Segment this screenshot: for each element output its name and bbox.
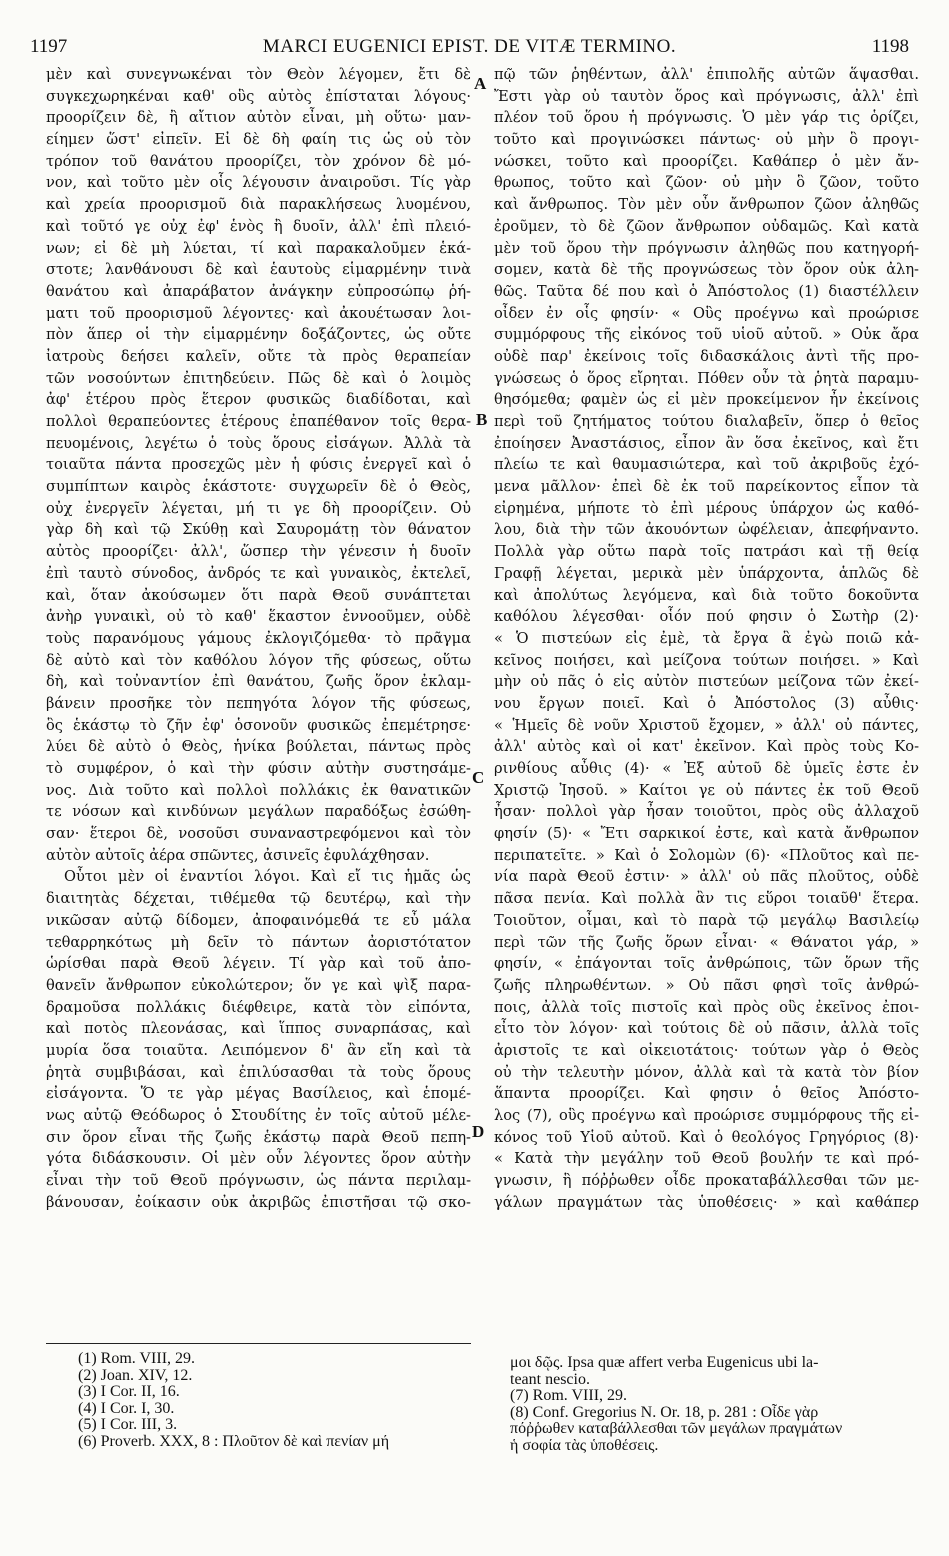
- text-line: διαιτητὰς δέχεται, τιθέμεθα τῷ δευτέρῳ, καὶ τὴν: [46, 890, 471, 908]
- text-line: ἐποίησεν Ἀναστάσιος, εἶπον ἂν ὅσα ἐκεῖνος, καὶ ἔτι: [494, 434, 919, 452]
- text-line: « Κατὰ τὴν μεγάλην τοῦ Θεοῦ βουλήν τε καὶ πρό-: [494, 1150, 919, 1168]
- text-line: λου, διὰ τὴν τῶν ἀκουόντων ὠφέλειαν, ἀπεφήναντο.: [494, 521, 919, 539]
- footnote-line: (3) I Cor. II, 16.: [78, 1383, 180, 1401]
- text-line: οὐχ ἐνεργεῖν λέγεται, μή τι γε δὴ προορίζειν. Οὐ: [46, 499, 471, 517]
- text-line: σιν ὅρον εἶναι τῆς ζωῆς ἑκάστῳ παρὰ Θεοῦ πεπη-: [46, 1128, 471, 1146]
- text-line: λύει δὲ αὐτὸ ὁ Θεὸς, ἡνίκα βούλεται, πάντως πρὸς: [46, 738, 471, 756]
- footnote-line: ἡ σοφία τὰς ὑποθέσεις.: [510, 1436, 659, 1454]
- text-line: τοιαῦτα πάντα προσεχῶς μὲν ἡ φύσις ἐνεργεῖ καὶ ὁ: [46, 456, 471, 474]
- text-line: φησίν, « ἐπάγονται τοῖς ἀνθρώποις, τῶν ὅρων τῆς: [494, 955, 919, 973]
- text-line: γότα διδάσκουσιν. Οἱ μὲν οὖν λέγοντες ὅρον αὐτὴν: [46, 1150, 471, 1168]
- footnote-line: teant nescio.: [510, 1370, 590, 1388]
- text-line: καὶ ποτὸς πλεονάσας, καὶ ἵππος συναρπάσας, καὶ: [46, 1020, 471, 1038]
- text-line: τε νόσων καὶ κινδύνων μεγάλων παραδόξως ἐσώθη-: [46, 803, 471, 821]
- text-line: ἐπὶ ταυτὸ σύνοδος, ἀνδρός τε καὶ γυναικὸς, ἐκτελεῖ,: [46, 564, 471, 582]
- text-column-left: [46, 64, 471, 1213]
- text-line: προορίζειν δὲ, ἢ αἴτιον αὐτὸν εἶναι, μὴ οὕτω· μαν-: [46, 109, 471, 127]
- text-line: οἶδεν ἐν οἷς φησίν· « Οὓς προέγνω καὶ προώρισε: [494, 304, 919, 322]
- text-line: ἅπαντα προορίζει. Καὶ φησιν ὁ θεῖος Ἀπόστο-: [494, 1085, 919, 1103]
- text-line: νία παρὰ Θεοῦ ἐστιν· » ἀλλ' οὐ πᾶς πλοῦτος, οὐδὲ: [494, 868, 919, 886]
- text-line: Χριστῷ Ἰησοῦ. » Καίτοι γε οὐ πάντες ἐκ τοῦ Θεοῦ: [494, 781, 919, 799]
- text-line: θησόμεθα; φαμὲν ὡς εἰ μὲν προκείμενον ἦν ἐκείνοις: [494, 391, 919, 409]
- text-line: θῶς. Ταῦτα δέ που καὶ ὁ Ἀπόστολος (1) διαστέλλειν: [494, 282, 919, 300]
- text-line: ἰατροὺς δεήσει καλεῖν, οὔτε τὰ πρὸς θεραπείαν: [46, 347, 471, 365]
- text-line: δὴ, καὶ τοὐναντίον ἐπὶ θανάτου, ζωῆς ὅρον ἐκλαμ-: [46, 673, 471, 691]
- text-line: ὃς ἑκάστῳ τὸ ζῆν ἐφ' ὁσονοῦν φυσικῶς ἐπεμέτρησε·: [46, 716, 471, 734]
- text-line: νικῶσαν αὐτῷ δίδομεν, ἀποφαινόμεθά τε εὖ μάλα: [46, 911, 471, 929]
- text-line: γὰρ δὴ καὶ τῷ Σκύθῃ καὶ Σαυρομάτῃ τὸν θάνατον: [46, 521, 471, 539]
- text-line: ἀλλ' αὐτὸς καὶ οἱ κατ' ἐκεῖνον. Καὶ πρὸς τοὺς Κο-: [494, 738, 919, 756]
- text-line: στοτε; λανθάνουσι δὲ καὶ ἑαυτοὺς εἱμαρμένην τινὰ: [46, 261, 471, 279]
- text-line: ἀριστοῖς τε καὶ οἰκειοτάτοις· τούτων γὰρ ὁ Θεὸς: [494, 1041, 919, 1059]
- text-line: συγκεχωρηκέναι καθ' οὓς αὐτὸς ἐπίσταται λόγους·: [46, 87, 471, 105]
- text-line: θανεῖν ἄνθρωπον εὐκολώτερον; ὅν γε καὶ ψὶξ παρα-: [46, 976, 471, 994]
- text-column-right: [494, 64, 919, 1213]
- text-line: φησίν (5)· « Ἔτι σαρκικοί ἐστε, καὶ κατὰ ἄνθρωπον: [494, 825, 919, 843]
- text-line: πολλοὶ θεραπεύοντες ἑτέρους ἐπαπέθανον τοῖς θερα-: [46, 413, 471, 430]
- text-line: τοῦτο καὶ προγινώσκει πάντως· οὐ μὴν ὃ προγι-: [494, 131, 919, 149]
- text-line: Πολλὰ γὰρ οὕτω παρὰ τοῖς πατράσι καὶ τῇ θείᾳ: [494, 543, 919, 561]
- text-line: δραμοῦσα πολλάκις διέφθειρε, κατὰ τὸν εἰπόντα,: [46, 998, 471, 1016]
- text-line: Ἔστι γὰρ οὐ ταυτὸν ὅρος καὶ πρόγνωσις, ἀλλ' ἐπὶ: [494, 87, 919, 105]
- text-line: ἀνὴρ γυναικὶ, οὐ τὸ καθ' ἕκαστον ἐννοοῦμεν, οὐδὲ: [46, 608, 471, 626]
- footnote-line: μοι δῷς. Ipsa quæ affert verba Eugenicus ubi la-: [510, 1354, 819, 1371]
- text-line: ποις, ἀλλὰ τοῖς πιστοῖς καὶ πρὸς οὓς ἐκεῖνος ἐποι-: [494, 998, 919, 1016]
- text-line: εἰρημένα, μήποτε τὸ ἐπὶ μέρους ὑπάρχον ὡς καθό-: [494, 499, 919, 517]
- text-line: οὐδὲ παρ' ἐκείνοις τοῖς διδασκάλοις ἀντὶ τῆς προ-: [494, 347, 919, 365]
- text-line: περιπατεῖτε. » Καὶ ὁ Σολομὼν (6)· «Πλοῦτος καὶ πε-: [494, 846, 919, 864]
- text-line: θανάτου καὶ ἀπαράβατον ἀνάγκην εὐπροσώπῳ ῥή-: [46, 282, 471, 300]
- text-line: καθόλου λέγεσθαι· οἷόν πού φησιν ὁ Σωτὴρ (2)·: [494, 608, 919, 626]
- section-marker-d: D: [472, 1122, 485, 1141]
- text-line: σαν· ἕτεροι δὲ, νοσοῦσι συναναστρεφόμενοι καὶ τὸν: [46, 825, 471, 843]
- text-line: ἀφ' ἑτέρου πρὸς ἕτερον φυσικῶς διαδίδοται, καὶ: [46, 391, 471, 409]
- text-line: γνώσεως ὁ ὅρος εἴρηται. Πόθεν οὖν τὰ ῥητὰ παραμυ-: [494, 369, 919, 387]
- text-line: Γραφῇ λέγεται, μερικὰ μὲν ὑπάρχοντα, ἁπλῶς δὲ: [494, 564, 919, 582]
- text-line: κεῖνος ποιήσει, καὶ μείζονα τούτων ποιήσει. » Καὶ: [494, 651, 919, 669]
- text-line: πῷ τῶν ῥηθέντων, ἀλλ' ἐπιπολῆς αὐτῶν ἅψασθαι.: [494, 66, 919, 83]
- section-marker-b: B: [476, 410, 488, 429]
- text-line: πὸν ἅπερ οἱ τὴν εἱμαρμένην δοξάζοντες, ὡς οὔτε: [46, 326, 471, 344]
- text-line: ρινθίους αὖθις (4)· « Ἐξ αὐτοῦ δὲ ὑμεῖς ἐστε ἐν: [494, 760, 919, 777]
- running-title: MARCI EUGENICI EPIST. DE VITÆ TERMINO.: [262, 36, 677, 57]
- text-line: αὐτὸς προορίζει· ἀλλ', ὥσπερ τὴν γένεσιν ἡ δυοῖν: [46, 543, 471, 561]
- text-line: μὲν καὶ συνεγνωκέναι τὸν Θεὸν λέγομεν, ἔτι δὲ: [46, 66, 471, 83]
- text-line: συμμόρφους τῆς εἰκόνος τοῦ υἱοῦ αὐτοῦ. » Οὐκ ἄρα: [494, 326, 919, 344]
- text-line: λος (7), οὓς προέγνω καὶ προώρισε συμμόρφους τῆς εἰ-: [494, 1107, 919, 1124]
- footnote-line: (6) Proverb. XXX, 8 : Πλοῦτον δὲ καὶ πενίαν μή: [78, 1432, 390, 1450]
- text-line: βάνειν προσῆκε τὸν πεπηγότα λόγον τῆς φύσεως,: [46, 694, 471, 712]
- text-line: αὐτὸν αὐτοῖς ἀέρα σπῶντες, ἀσινεῖς ἐφυλάχθησαν.: [46, 846, 430, 864]
- page-number-right: 1198: [871, 36, 909, 57]
- text-line: βάνουσαν, ἐοίκασιν οὐκ ἀκριβῶς ἐπιστῆσαι τῷ σκο-: [46, 1193, 471, 1211]
- text-line: οὐ τὴν τελευτὴν μόνον, ἀλλὰ καὶ τὰ κατὰ τὸν βίον: [494, 1063, 919, 1081]
- footnote-line: (1) Rom. VIII, 29.: [78, 1350, 196, 1367]
- text-line: νον, καὶ τοῦτο μὲν οἷς λέγουσιν ἀναιροῦσι. Τίς γὰρ: [46, 174, 471, 192]
- footnote-line: (5) I Cor. III, 3.: [78, 1416, 178, 1434]
- text-line: ὡρίσθαι παρὰ Θεοῦ λέγειν. Τί γὰρ καὶ τοῦ ἀπο-: [46, 955, 471, 973]
- text-line: μὲν τοῦ ὅρου τὴν πρόγνωσιν ἀληθῶς που κατηγορή-: [494, 239, 919, 257]
- text-line: καὶ ἀπολύτως λεγόμενα, καὶ διὰ τοῦτο δοκοῦντα: [494, 586, 919, 604]
- section-marker-a: A: [474, 74, 487, 93]
- footnote-rule-left: [46, 1343, 471, 1344]
- text-line: νώσκει, τοῦτο καὶ προορίζει. Καθάπερ ὁ μὲν ἄν-: [494, 152, 919, 170]
- text-line: μενα μᾶλλον· ἐπεὶ δὲ ἐκ τοῦ παρείκοντος εἶπον τὰ: [494, 478, 919, 496]
- text-line: νου ἔργων ποιεῖ. Καὶ ὁ Ἀπόστολος (3) αὖθις·: [494, 694, 919, 712]
- text-line: καὶ τοῦτό γε οὐχ ἐφ' ἑνὸς ἢ δυοῖν, ἀλλ' ἐπὶ πλειό-: [46, 217, 471, 235]
- text-line: νος. Διὰ τοῦτο καὶ πολλοὶ πολλάκις ἐκ θανατικῶν: [46, 781, 471, 799]
- text-line: δὲ αὐτὸ καὶ τὸν καθόλου λόγον τῆς φύσεως, οὕτω: [46, 651, 471, 669]
- text-line: Τοιοῦτον, οἶμαι, καὶ τὸ παρὰ τῷ μεγάλῳ Βασιλείῳ: [494, 911, 919, 929]
- text-line: τρόπον τοῦ θανάτου προορίζει, τὸν χρόνον δὲ μό-: [46, 152, 471, 170]
- text-line: Οὗτοι μὲν οἱ ἐναντίοι λόγοι. Καὶ εἴ τις ἡμᾶς ὡς: [64, 868, 471, 886]
- text-line: νων; εἰ δὲ μὴ λύεται, τί καὶ παρακαλοῦμεν ἑκά-: [46, 239, 471, 257]
- text-line: ἦσαν· πολλοὶ γὰρ ἦσαν τοιοῦτοι, πρὸς οὓς ἀλλαχοῦ: [494, 803, 919, 821]
- text-line: σομεν, κατὰ δὲ τῆς προγνώσεως τὸν ὅρον οὐκ ἀλη-: [494, 261, 919, 279]
- text-line: πλείω τε καὶ θαυμασιώτερα, καὶ τοῦ ἀκριβοῦς ἐχό-: [494, 456, 919, 474]
- text-line: περὶ τοῦ ζητήματος τούτου διαλαβεῖν, ὅπερ ὁ θεῖος: [494, 413, 919, 430]
- text-line: « Ἡμεῖς δὲ νοῦν Χριστοῦ ἔχομεν, » ἀλλ' οὐ πάντες,: [494, 716, 919, 734]
- footnote-line: (4) I Cor. I, 30.: [78, 1399, 175, 1417]
- footnote-line: (2) Joan. XIV, 12.: [78, 1366, 193, 1384]
- text-line: εἶναι τὴν τοῦ Θεοῦ πρόγνωσιν, ὡς πάντα περιλαμ-: [46, 1172, 471, 1190]
- text-line: θρωπος, τοῦτο καὶ ζῶον· οὐ μὴν ὃ ζῶον, τοῦτο: [494, 174, 919, 192]
- text-line: καὶ ἄνθρωπος. Τὸν μὲν οὖν ἄνθρωπον ζῶον ἀληθῶς: [494, 196, 919, 214]
- text-line: ῥητὰ συμβιβάσαι, καὶ ἐπιλύσασθαι τὰ τοὺς ὅρους: [46, 1063, 471, 1081]
- footnote-line: (7) Rom. VIII, 29.: [510, 1387, 628, 1405]
- text-line: καὶ, ὅταν ἀκούσωμεν ὅτι παρὰ Θεοῦ συνάπτεται: [46, 586, 471, 604]
- text-line: τεθαρρηκότως μὴ δεῖν τὸ πάντων ἀοριστότατον: [46, 933, 471, 951]
- text-line: πᾶσα πενία. Καὶ πολλὰ ἂν τις εὕροι τοιαῦθ' ἕτερα.: [494, 890, 919, 908]
- footnotes-right: [510, 1355, 910, 1455]
- text-line: ζωῆς πληρωθέντων. » Οὐ πᾶσι φησὶ τοῖς ἀνθρώ-: [494, 976, 919, 994]
- text-line: τοὺς παρανόμους γάμους ἐκλογιζόμεθα· τὸ πρᾶγμα: [46, 629, 471, 647]
- text-line: κόνος τοῦ Υἱοῦ αὐτοῦ. Καὶ ὁ θεολόγος Γρηγόριος (8)·: [494, 1128, 919, 1146]
- footnotes-left: [78, 1351, 478, 1451]
- text-line: τῶν νοσούντων ἐπιτηδεύειν. Πῶς δὲ καὶ ὁ λοιμὸς: [46, 369, 471, 387]
- text-line: πευομένοις, λεγέτω ὁ τοὺς ὅρους εἰσάγων. Ἀλλὰ τὰ: [46, 434, 471, 452]
- footnote-line: πόῤῥωθεν καταβάλλεσθαι τῶν μεγάλων πραγμάτων: [510, 1420, 843, 1438]
- text-line: νως αὐτῷ Θεόδωρος ὁ Στουδίτης ἐν τοῖς αὐτοῦ μέλε-: [46, 1107, 471, 1124]
- running-header: [30, 36, 909, 62]
- text-line: είημεν ὥστ' εἰπεῖν. Εἰ δὲ δὴ φαίη τις ὡς οὐ τὸν: [46, 131, 471, 149]
- text-line: ἐροῦμεν, τὸ δὲ ζῶον ἄνθρωπον οὐδαμῶς. Καὶ κατὰ: [494, 217, 919, 235]
- text-line: γνωσιν, ἣ πόῤῥωθεν οἶδε προκαταβάλλεσθαι τῶν με-: [494, 1172, 919, 1190]
- text-line: γάλων πραγμάτων τὰς ὑποθέσεις· » καὶ καθάπερ: [494, 1193, 919, 1211]
- text-line: εἶτο τὸν λόγον· καὶ τούτοις δὲ οὐ πᾶσιν, ἀλλὰ τοῖς: [494, 1020, 919, 1038]
- text-line: ματι τοῦ προορισμοῦ λέγοντες· καὶ ἀκουέτωσαν λοι-: [46, 304, 471, 322]
- footnote-line: (8) Conf. Gregorius N. Or. 18, p. 281 : Οἶδε γὰρ: [510, 1403, 819, 1421]
- text-line: καὶ χρεία προορισμοῦ διὰ παρακλήσεως λυομένου,: [46, 196, 471, 214]
- section-marker-c: C: [472, 768, 485, 787]
- text-line: μυρία ὅσα τοιαῦτα. Λειπόμενον δ' ἂν εἴη καὶ τὰ: [46, 1041, 471, 1059]
- text-line: περὶ τῶν τῆς ζωῆς ὅρων εἶναι· « Θάνατοι γάρ, »: [494, 933, 919, 951]
- text-line: εἰσάγοντα. Ὅ τε γὰρ μέγας Βασίλειος, καὶ ἑπομέ-: [46, 1085, 471, 1103]
- text-line: πλέον τοῦ ὅρου ἡ πρόγνωσις. Ὁ μὲν γάρ τις ὁρίζει,: [494, 109, 919, 127]
- text-line: « Ὁ πιστεύων εἰς ἐμὲ, τὰ ἔργα ἃ ἐγὼ ποιῶ κἀ-: [494, 629, 919, 647]
- text-line: τὸ συμφέρον, ὁ καὶ τὴν φύσιν αὐτὴν συστησάμε-: [46, 760, 471, 777]
- text-line: μὴν οὐ πᾶς ὁ εἰς αὐτὸν πιστεύων μείζονα τῶν ἐκεί-: [494, 673, 919, 691]
- page-number-left: 1197: [30, 36, 68, 57]
- text-line: συμπίπτων καιρὸς ἑκάστοτε· συγχωρεῖν δὲ ὁ Θεὸς,: [46, 478, 471, 496]
